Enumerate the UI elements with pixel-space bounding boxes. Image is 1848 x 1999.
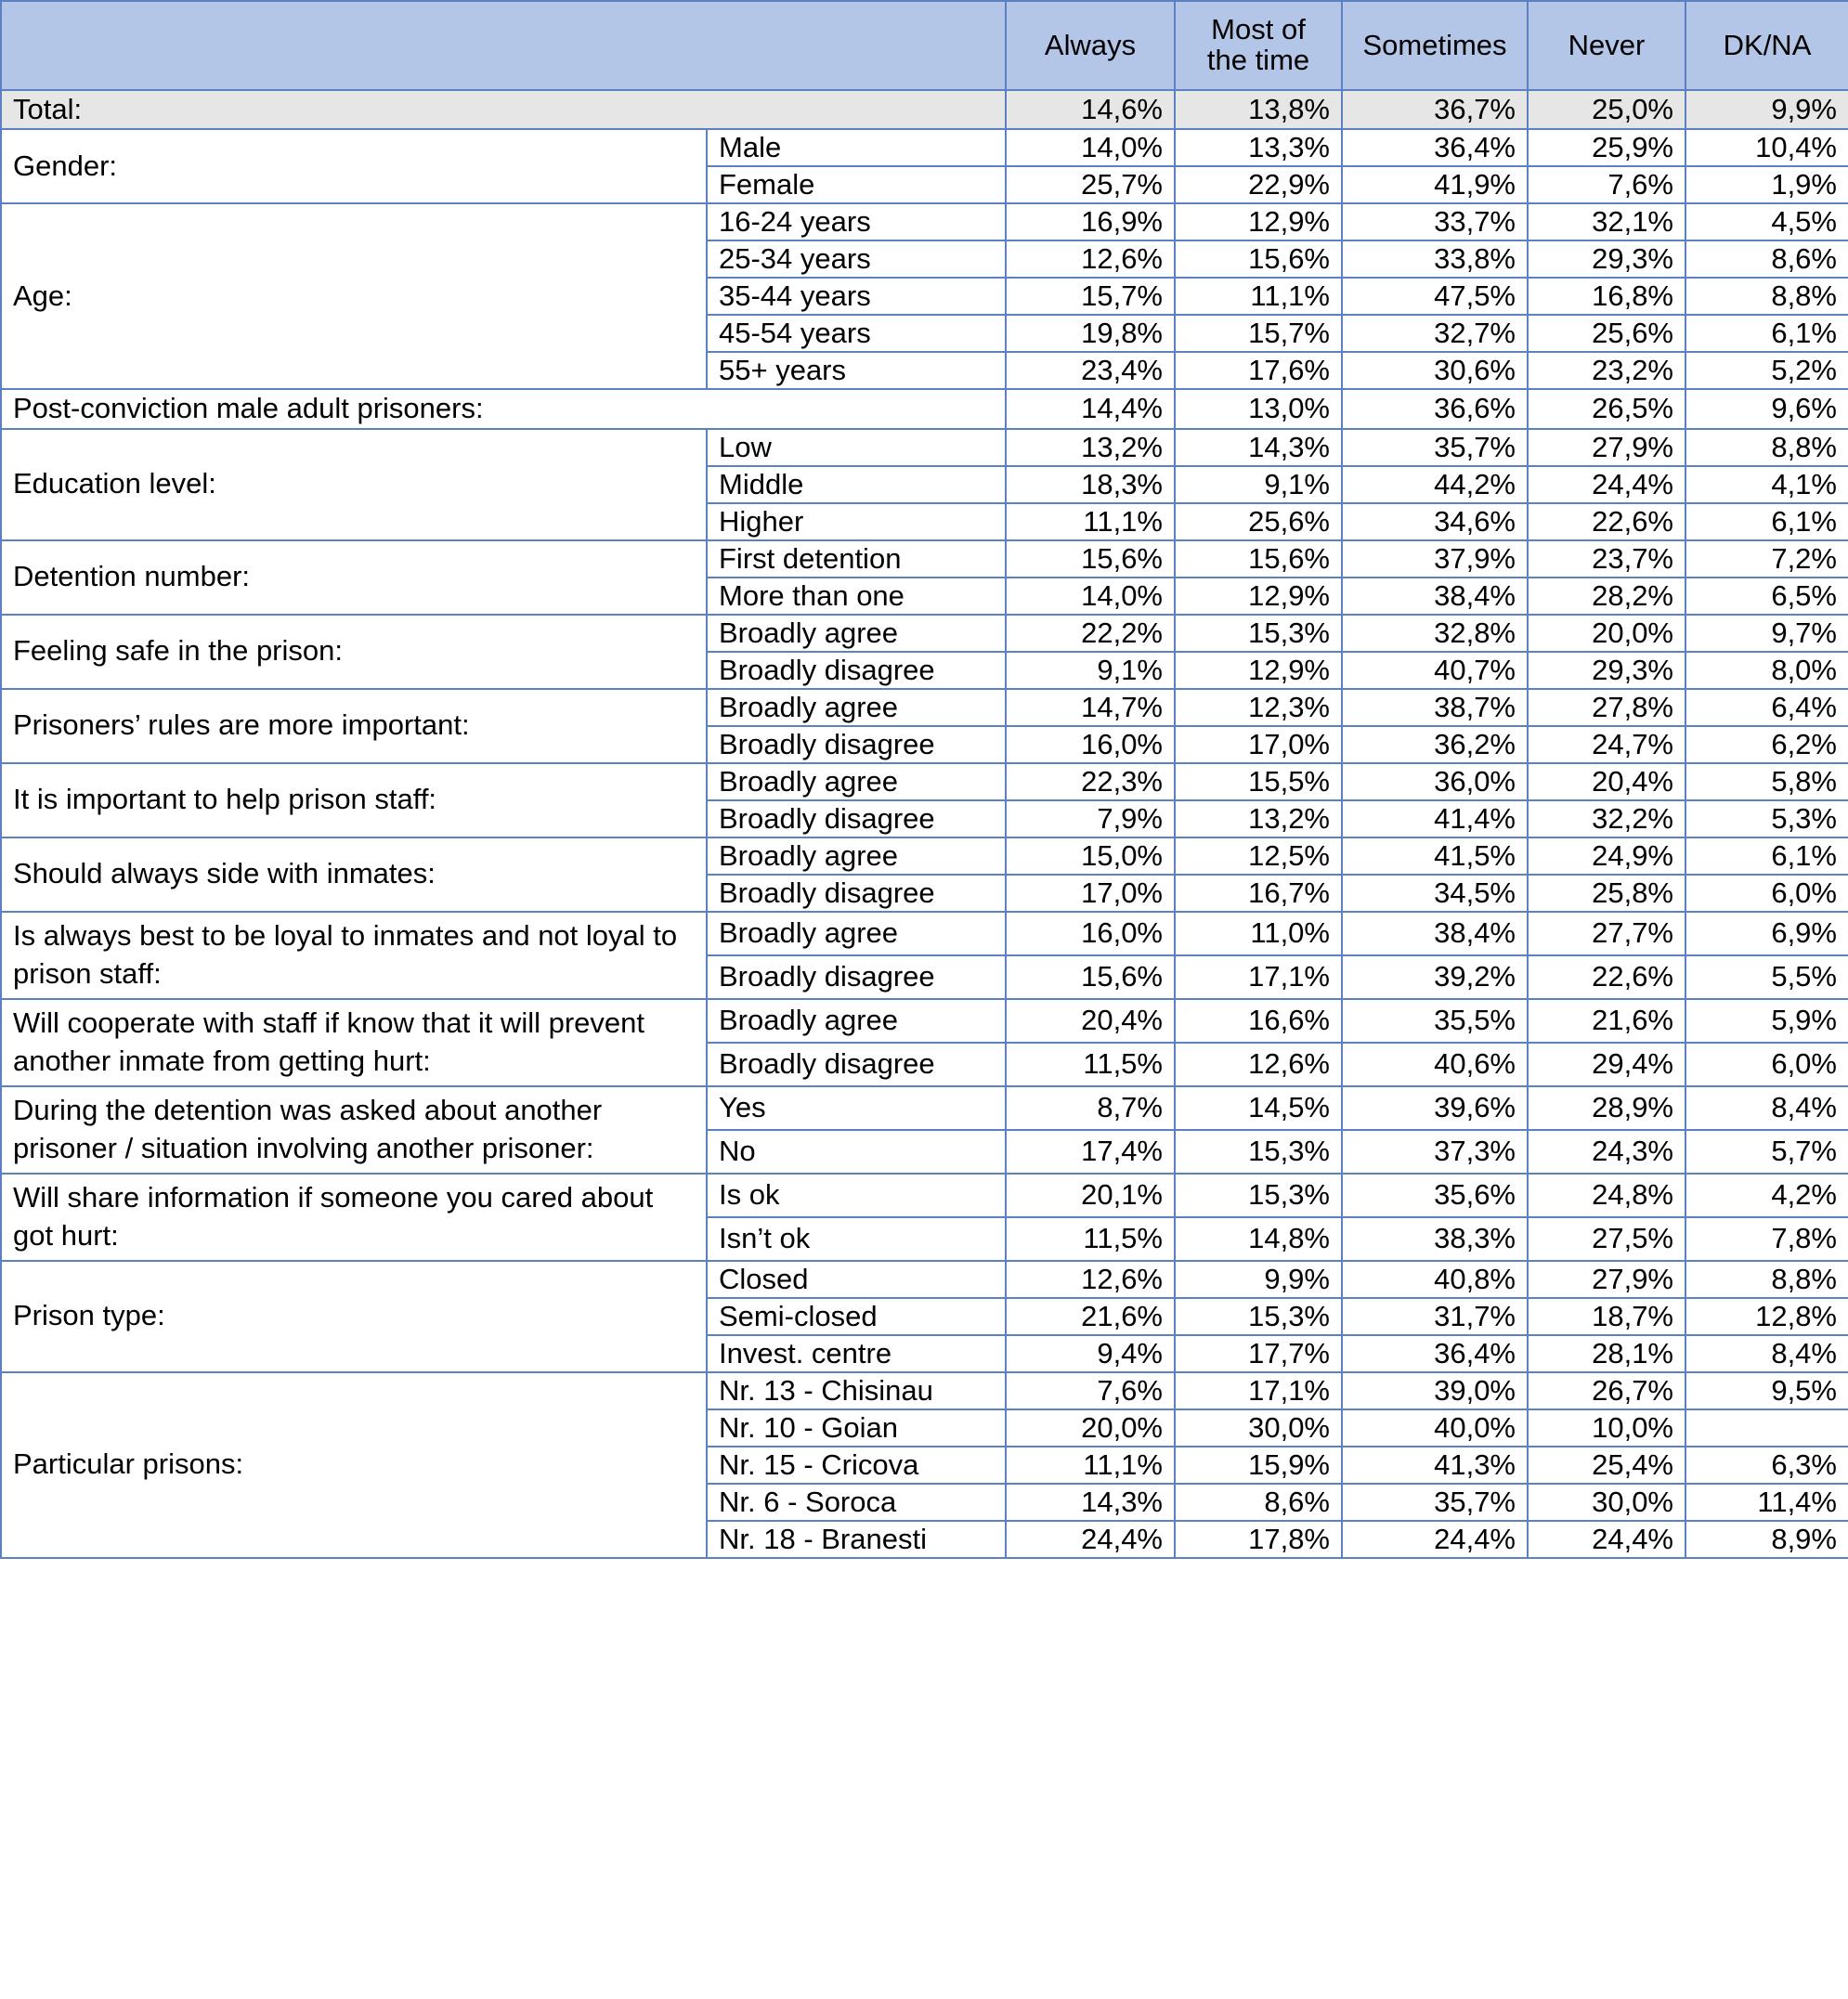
cell-always: 14,4% — [1006, 389, 1175, 428]
cell-always: 23,4% — [1006, 352, 1175, 389]
cell-always: 14,6% — [1006, 90, 1175, 129]
table-row — [1, 203, 1848, 240]
cell-always: 11,1% — [1006, 503, 1175, 540]
header-most-line2: the time — [1206, 44, 1310, 76]
row-group-label-text: Prison type: — [13, 1299, 165, 1332]
cell-dk-na: 9,5% — [1685, 1372, 1848, 1409]
cell-most-of-the-time: 15,7% — [1175, 315, 1342, 352]
cell-most-of-the-time: 12,6% — [1175, 1043, 1342, 1086]
row-group-label — [1, 837, 707, 912]
row-subcategory-label: Semi-closed — [707, 1298, 1006, 1335]
row-group-label — [1, 90, 1006, 129]
cell-sometimes: 32,7% — [1342, 315, 1528, 352]
cell-never: 22,6% — [1528, 955, 1685, 999]
row-subcategory-label: 55+ years — [707, 352, 1006, 389]
cell-never: 29,3% — [1528, 240, 1685, 278]
cell-sometimes: 33,8% — [1342, 240, 1528, 278]
row-subcategory-label: Female — [707, 166, 1006, 203]
cell-always: 11,5% — [1006, 1217, 1175, 1261]
cell-never: 25,9% — [1528, 129, 1685, 166]
cell-dk-na: 5,9% — [1685, 999, 1848, 1043]
table-row — [1, 540, 1848, 578]
row-group-label — [1, 540, 707, 615]
row-group-label — [1, 389, 1006, 428]
cell-most-of-the-time: 15,9% — [1175, 1447, 1342, 1484]
table-row — [1, 429, 1848, 466]
cell-sometimes: 41,4% — [1342, 800, 1528, 837]
cell-most-of-the-time: 12,5% — [1175, 837, 1342, 875]
cell-always: 11,5% — [1006, 1043, 1175, 1086]
cell-always: 25,7% — [1006, 166, 1175, 203]
cell-never: 32,1% — [1528, 203, 1685, 240]
cell-sometimes: 24,4% — [1342, 1521, 1528, 1558]
cell-always: 20,0% — [1006, 1409, 1175, 1447]
cell-most-of-the-time: 14,3% — [1175, 429, 1342, 466]
cell-always: 16,9% — [1006, 203, 1175, 240]
cell-dk-na: 6,2% — [1685, 726, 1848, 763]
cell-never: 24,7% — [1528, 726, 1685, 763]
row-subcategory-label: Middle — [707, 466, 1006, 503]
cell-dk-na: 6,3% — [1685, 1447, 1848, 1484]
header-most-line1: Most of — [1211, 13, 1306, 46]
cell-always: 15,7% — [1006, 278, 1175, 315]
cell-sometimes: 44,2% — [1342, 466, 1528, 503]
cell-never: 28,9% — [1528, 1086, 1685, 1130]
row-group-label — [1, 912, 707, 999]
cell-dk-na: 6,0% — [1685, 875, 1848, 912]
cell-sometimes: 38,7% — [1342, 689, 1528, 726]
table-row — [1, 389, 1848, 428]
cell-dk-na: 8,4% — [1685, 1335, 1848, 1372]
cell-most-of-the-time: 25,6% — [1175, 503, 1342, 540]
cell-most-of-the-time: 13,8% — [1175, 90, 1342, 129]
cell-dk-na: 8,9% — [1685, 1521, 1848, 1558]
cell-always: 19,8% — [1006, 315, 1175, 352]
cell-always: 12,6% — [1006, 240, 1175, 278]
cell-always: 12,6% — [1006, 1261, 1175, 1298]
row-group-label — [1, 999, 707, 1086]
cell-most-of-the-time: 9,1% — [1175, 466, 1342, 503]
table-body — [1, 90, 1848, 1558]
cell-never: 27,8% — [1528, 689, 1685, 726]
cell-always: 11,1% — [1006, 1447, 1175, 1484]
row-subcategory-label: Closed — [707, 1261, 1006, 1298]
cell-never: 27,7% — [1528, 912, 1685, 955]
row-subcategory-label: Male — [707, 129, 1006, 166]
table-row — [1, 912, 1848, 955]
row-group-label-text: Should always side with inmates: — [13, 857, 436, 890]
cell-dk-na: 5,2% — [1685, 352, 1848, 389]
row-subcategory-label: Is ok — [707, 1174, 1006, 1217]
table-row — [1, 615, 1848, 652]
cell-sometimes: 34,5% — [1342, 875, 1528, 912]
cell-always: 22,3% — [1006, 763, 1175, 800]
cell-most-of-the-time: 12,3% — [1175, 689, 1342, 726]
row-subcategory-label: Nr. 15 - Cricova — [707, 1447, 1006, 1484]
row-subcategory-label: First detention — [707, 540, 1006, 578]
cell-dk-na: 5,8% — [1685, 763, 1848, 800]
cell-dk-na: 7,8% — [1685, 1217, 1848, 1261]
row-subcategory-label: Broadly disagree — [707, 726, 1006, 763]
cell-sometimes: 39,2% — [1342, 955, 1528, 999]
table-row — [1, 689, 1848, 726]
row-subcategory-label: 45-54 years — [707, 315, 1006, 352]
cell-dk-na: 6,4% — [1685, 689, 1848, 726]
cell-most-of-the-time: 13,0% — [1175, 389, 1342, 428]
cell-always: 24,4% — [1006, 1521, 1175, 1558]
cell-always: 14,0% — [1006, 578, 1175, 615]
cell-never: 28,1% — [1528, 1335, 1685, 1372]
cell-sometimes: 36,4% — [1342, 129, 1528, 166]
cell-always: 17,0% — [1006, 875, 1175, 912]
cell-dk-na: 5,3% — [1685, 800, 1848, 837]
header-always: Always — [1006, 1, 1175, 90]
cell-never: 29,3% — [1528, 652, 1685, 689]
cell-always: 15,6% — [1006, 540, 1175, 578]
cell-sometimes: 37,3% — [1342, 1130, 1528, 1174]
cell-sometimes: 34,6% — [1342, 503, 1528, 540]
row-group-label — [1, 1086, 707, 1174]
cell-always: 16,0% — [1006, 726, 1175, 763]
cell-sometimes: 40,6% — [1342, 1043, 1528, 1086]
cell-dk-na: 4,5% — [1685, 203, 1848, 240]
cell-most-of-the-time: 8,6% — [1175, 1484, 1342, 1521]
cell-never: 28,2% — [1528, 578, 1685, 615]
cell-never: 30,0% — [1528, 1484, 1685, 1521]
cell-always: 20,4% — [1006, 999, 1175, 1043]
cell-dk-na: 8,6% — [1685, 240, 1848, 278]
row-group-label — [1, 1174, 707, 1261]
cell-sometimes: 47,5% — [1342, 278, 1528, 315]
cell-sometimes: 33,7% — [1342, 203, 1528, 240]
cell-never: 20,0% — [1528, 615, 1685, 652]
cell-sometimes: 36,4% — [1342, 1335, 1528, 1372]
cell-most-of-the-time: 15,3% — [1175, 1130, 1342, 1174]
cell-dk-na: 6,1% — [1685, 837, 1848, 875]
cell-sometimes: 41,9% — [1342, 166, 1528, 203]
row-group-label-text: Total: — [13, 93, 83, 125]
cell-most-of-the-time: 17,7% — [1175, 1335, 1342, 1372]
cell-dk-na — [1685, 1409, 1848, 1447]
row-subcategory-label: Broadly disagree — [707, 955, 1006, 999]
cell-never: 26,5% — [1528, 389, 1685, 428]
cell-dk-na: 4,1% — [1685, 466, 1848, 503]
table-row — [1, 999, 1848, 1043]
row-group-label-text: During the detention was asked about another prisoner / situation involving another prisoner: — [13, 1094, 603, 1164]
cell-dk-na: 6,5% — [1685, 578, 1848, 615]
cell-sometimes: 36,0% — [1342, 763, 1528, 800]
cell-never: 10,0% — [1528, 1409, 1685, 1447]
cell-most-of-the-time: 30,0% — [1175, 1409, 1342, 1447]
cell-always: 13,2% — [1006, 429, 1175, 466]
cell-sometimes: 31,7% — [1342, 1298, 1528, 1335]
cell-most-of-the-time: 17,1% — [1175, 1372, 1342, 1409]
cell-never: 25,4% — [1528, 1447, 1685, 1484]
cell-never: 25,8% — [1528, 875, 1685, 912]
cell-most-of-the-time: 13,3% — [1175, 129, 1342, 166]
cell-dk-na: 6,9% — [1685, 912, 1848, 955]
cell-dk-na: 12,8% — [1685, 1298, 1848, 1335]
header-row — [1, 1, 1848, 90]
cell-never: 27,9% — [1528, 429, 1685, 466]
cell-sometimes: 37,9% — [1342, 540, 1528, 578]
table-header — [1, 1, 1848, 90]
cell-never: 24,9% — [1528, 837, 1685, 875]
row-subcategory-label: 25-34 years — [707, 240, 1006, 278]
cell-dk-na: 4,2% — [1685, 1174, 1848, 1217]
cell-most-of-the-time: 15,5% — [1175, 763, 1342, 800]
cell-dk-na: 1,9% — [1685, 166, 1848, 203]
cell-never: 18,7% — [1528, 1298, 1685, 1335]
row-subcategory-label: Low — [707, 429, 1006, 466]
header-sometimes: Sometimes — [1342, 1, 1528, 90]
row-group-label-text: Gender: — [13, 149, 118, 183]
cell-never: 25,0% — [1528, 90, 1685, 129]
cell-most-of-the-time: 22,9% — [1175, 166, 1342, 203]
cell-always: 21,6% — [1006, 1298, 1175, 1335]
cell-always: 22,2% — [1006, 615, 1175, 652]
cell-always: 14,0% — [1006, 129, 1175, 166]
cell-dk-na: 5,5% — [1685, 955, 1848, 999]
cell-never: 23,7% — [1528, 540, 1685, 578]
cell-sometimes: 40,8% — [1342, 1261, 1528, 1298]
cell-dk-na: 8,8% — [1685, 1261, 1848, 1298]
row-group-label-text: Age: — [13, 279, 72, 313]
cell-most-of-the-time: 15,3% — [1175, 615, 1342, 652]
header-dk-na: DK/NA — [1685, 1, 1848, 90]
row-group-label — [1, 615, 707, 689]
cell-always: 16,0% — [1006, 912, 1175, 955]
row-group-label — [1, 429, 707, 540]
cell-never: 25,6% — [1528, 315, 1685, 352]
cell-never: 23,2% — [1528, 352, 1685, 389]
cell-sometimes: 35,7% — [1342, 429, 1528, 466]
cell-dk-na: 5,7% — [1685, 1130, 1848, 1174]
cell-never: 16,8% — [1528, 278, 1685, 315]
cell-sometimes: 39,0% — [1342, 1372, 1528, 1409]
cell-most-of-the-time: 17,0% — [1175, 726, 1342, 763]
row-group-label — [1, 763, 707, 837]
cell-always: 9,4% — [1006, 1335, 1175, 1372]
cell-most-of-the-time: 15,6% — [1175, 540, 1342, 578]
row-subcategory-label: Invest. centre — [707, 1335, 1006, 1372]
row-group-label-text: Is always best to be loyal to inmates and not loyal to prison staff: — [13, 919, 678, 990]
cell-most-of-the-time: 12,9% — [1175, 652, 1342, 689]
cell-most-of-the-time: 17,6% — [1175, 352, 1342, 389]
row-group-label-text: Prisoners’ rules are more important: — [13, 708, 470, 742]
cell-sometimes: 40,0% — [1342, 1409, 1528, 1447]
row-subcategory-label: Nr. 6 - Soroca — [707, 1484, 1006, 1521]
cell-sometimes: 35,6% — [1342, 1174, 1528, 1217]
cell-most-of-the-time: 14,8% — [1175, 1217, 1342, 1261]
cell-most-of-the-time: 12,9% — [1175, 578, 1342, 615]
cell-dk-na: 6,0% — [1685, 1043, 1848, 1086]
cell-dk-na: 8,0% — [1685, 652, 1848, 689]
cell-dk-na: 7,2% — [1685, 540, 1848, 578]
row-group-label-text: Detention number: — [13, 560, 251, 593]
row-subcategory-label: Broadly agree — [707, 689, 1006, 726]
cell-always: 18,3% — [1006, 466, 1175, 503]
cell-sometimes: 41,5% — [1342, 837, 1528, 875]
cell-sometimes: 36,2% — [1342, 726, 1528, 763]
cell-dk-na: 8,4% — [1685, 1086, 1848, 1130]
row-subcategory-label: Broadly agree — [707, 999, 1006, 1043]
cell-most-of-the-time: 11,1% — [1175, 278, 1342, 315]
header-blank-corner — [1, 1, 1006, 90]
cell-most-of-the-time: 16,6% — [1175, 999, 1342, 1043]
row-group-label-text: Feeling safe in the prison: — [13, 634, 343, 668]
cell-always: 7,6% — [1006, 1372, 1175, 1409]
table-row — [1, 129, 1848, 166]
row-subcategory-label: Isn’t ok — [707, 1217, 1006, 1261]
cell-dk-na: 10,4% — [1685, 129, 1848, 166]
cell-most-of-the-time: 11,0% — [1175, 912, 1342, 955]
cell-most-of-the-time: 17,1% — [1175, 955, 1342, 999]
table-row — [1, 90, 1848, 129]
cell-never: 27,5% — [1528, 1217, 1685, 1261]
cell-dk-na: 9,9% — [1685, 90, 1848, 129]
cell-sometimes: 35,5% — [1342, 999, 1528, 1043]
cell-dk-na: 11,4% — [1685, 1484, 1848, 1521]
cell-never: 24,4% — [1528, 1521, 1685, 1558]
cell-never: 21,6% — [1528, 999, 1685, 1043]
cell-sometimes: 30,6% — [1342, 352, 1528, 389]
cell-always: 14,7% — [1006, 689, 1175, 726]
row-group-label-text: Post-conviction male adult prisoners: — [13, 392, 484, 425]
row-subcategory-label: Higher — [707, 503, 1006, 540]
cell-always: 17,4% — [1006, 1130, 1175, 1174]
row-subcategory-label: Broadly agree — [707, 615, 1006, 652]
row-group-label-text: Particular prisons: — [13, 1447, 244, 1481]
row-subcategory-label: Broadly agree — [707, 763, 1006, 800]
row-subcategory-label: Broadly agree — [707, 912, 1006, 955]
table-row — [1, 1086, 1848, 1130]
row-subcategory-label: Broadly disagree — [707, 800, 1006, 837]
row-group-label-text: Will share information if someone you cared about got hurt: — [13, 1181, 654, 1252]
cell-dk-na: 6,1% — [1685, 503, 1848, 540]
header-most-of-the-time — [1175, 1, 1342, 90]
cell-sometimes: 36,7% — [1342, 90, 1528, 129]
cell-most-of-the-time: 13,2% — [1175, 800, 1342, 837]
cell-always: 8,7% — [1006, 1086, 1175, 1130]
table-row — [1, 837, 1848, 875]
row-group-label — [1, 1372, 707, 1558]
row-subcategory-label: Broadly disagree — [707, 1043, 1006, 1086]
cell-most-of-the-time: 9,9% — [1175, 1261, 1342, 1298]
cell-sometimes: 39,6% — [1342, 1086, 1528, 1130]
cell-most-of-the-time: 17,8% — [1175, 1521, 1342, 1558]
cell-most-of-the-time: 15,3% — [1175, 1174, 1342, 1217]
cell-never: 26,7% — [1528, 1372, 1685, 1409]
row-subcategory-label: Nr. 18 - Branesti — [707, 1521, 1006, 1558]
cell-most-of-the-time: 14,5% — [1175, 1086, 1342, 1130]
row-group-label-text: Education level: — [13, 467, 216, 500]
table-row — [1, 763, 1848, 800]
cell-always: 9,1% — [1006, 652, 1175, 689]
cell-sometimes: 38,3% — [1342, 1217, 1528, 1261]
cell-never: 20,4% — [1528, 763, 1685, 800]
cell-dk-na: 8,8% — [1685, 278, 1848, 315]
row-subcategory-label: No — [707, 1130, 1006, 1174]
cell-never: 24,8% — [1528, 1174, 1685, 1217]
cell-most-of-the-time: 15,6% — [1175, 240, 1342, 278]
cell-most-of-the-time: 15,3% — [1175, 1298, 1342, 1335]
row-group-label-text: Will cooperate with staff if know that it will prevent another inmate from getting hurt: — [13, 1006, 644, 1077]
cell-always: 7,9% — [1006, 800, 1175, 837]
cell-never: 29,4% — [1528, 1043, 1685, 1086]
cell-never: 32,2% — [1528, 800, 1685, 837]
cell-sometimes: 35,7% — [1342, 1484, 1528, 1521]
cell-sometimes: 38,4% — [1342, 578, 1528, 615]
cell-always: 15,6% — [1006, 955, 1175, 999]
cell-always: 14,3% — [1006, 1484, 1175, 1521]
cell-always: 15,0% — [1006, 837, 1175, 875]
cell-most-of-the-time: 16,7% — [1175, 875, 1342, 912]
row-group-label — [1, 203, 707, 389]
cell-sometimes: 40,7% — [1342, 652, 1528, 689]
row-subcategory-label: More than one — [707, 578, 1006, 615]
row-group-label — [1, 1261, 707, 1372]
row-subcategory-label: Broadly disagree — [707, 875, 1006, 912]
header-never: Never — [1528, 1, 1685, 90]
cell-sometimes: 36,6% — [1342, 389, 1528, 428]
row-subcategory-label: Broadly agree — [707, 837, 1006, 875]
cell-sometimes: 38,4% — [1342, 912, 1528, 955]
table-row — [1, 1261, 1848, 1298]
row-subcategory-label: Nr. 13 - Chisinau — [707, 1372, 1006, 1409]
cell-never: 24,3% — [1528, 1130, 1685, 1174]
cell-dk-na: 9,7% — [1685, 615, 1848, 652]
cell-never: 24,4% — [1528, 466, 1685, 503]
row-group-label — [1, 689, 707, 763]
row-group-label — [1, 129, 707, 203]
cell-sometimes: 41,3% — [1342, 1447, 1528, 1484]
cell-never: 27,9% — [1528, 1261, 1685, 1298]
cell-never: 22,6% — [1528, 503, 1685, 540]
cell-sometimes: 32,8% — [1342, 615, 1528, 652]
table-row — [1, 1372, 1848, 1409]
cell-always: 20,1% — [1006, 1174, 1175, 1217]
cell-never: 7,6% — [1528, 166, 1685, 203]
cell-dk-na: 9,6% — [1685, 389, 1848, 428]
row-group-label-text: It is important to help prison staff: — [13, 783, 437, 816]
cell-most-of-the-time: 12,9% — [1175, 203, 1342, 240]
row-subcategory-label: Nr. 10 - Goian — [707, 1409, 1006, 1447]
cell-dk-na: 8,8% — [1685, 429, 1848, 466]
table-row — [1, 1174, 1848, 1217]
row-subcategory-label: Yes — [707, 1086, 1006, 1130]
row-subcategory-label: 16-24 years — [707, 203, 1006, 240]
row-subcategory-label: 35-44 years — [707, 278, 1006, 315]
row-subcategory-label: Broadly disagree — [707, 652, 1006, 689]
cell-dk-na: 6,1% — [1685, 315, 1848, 352]
